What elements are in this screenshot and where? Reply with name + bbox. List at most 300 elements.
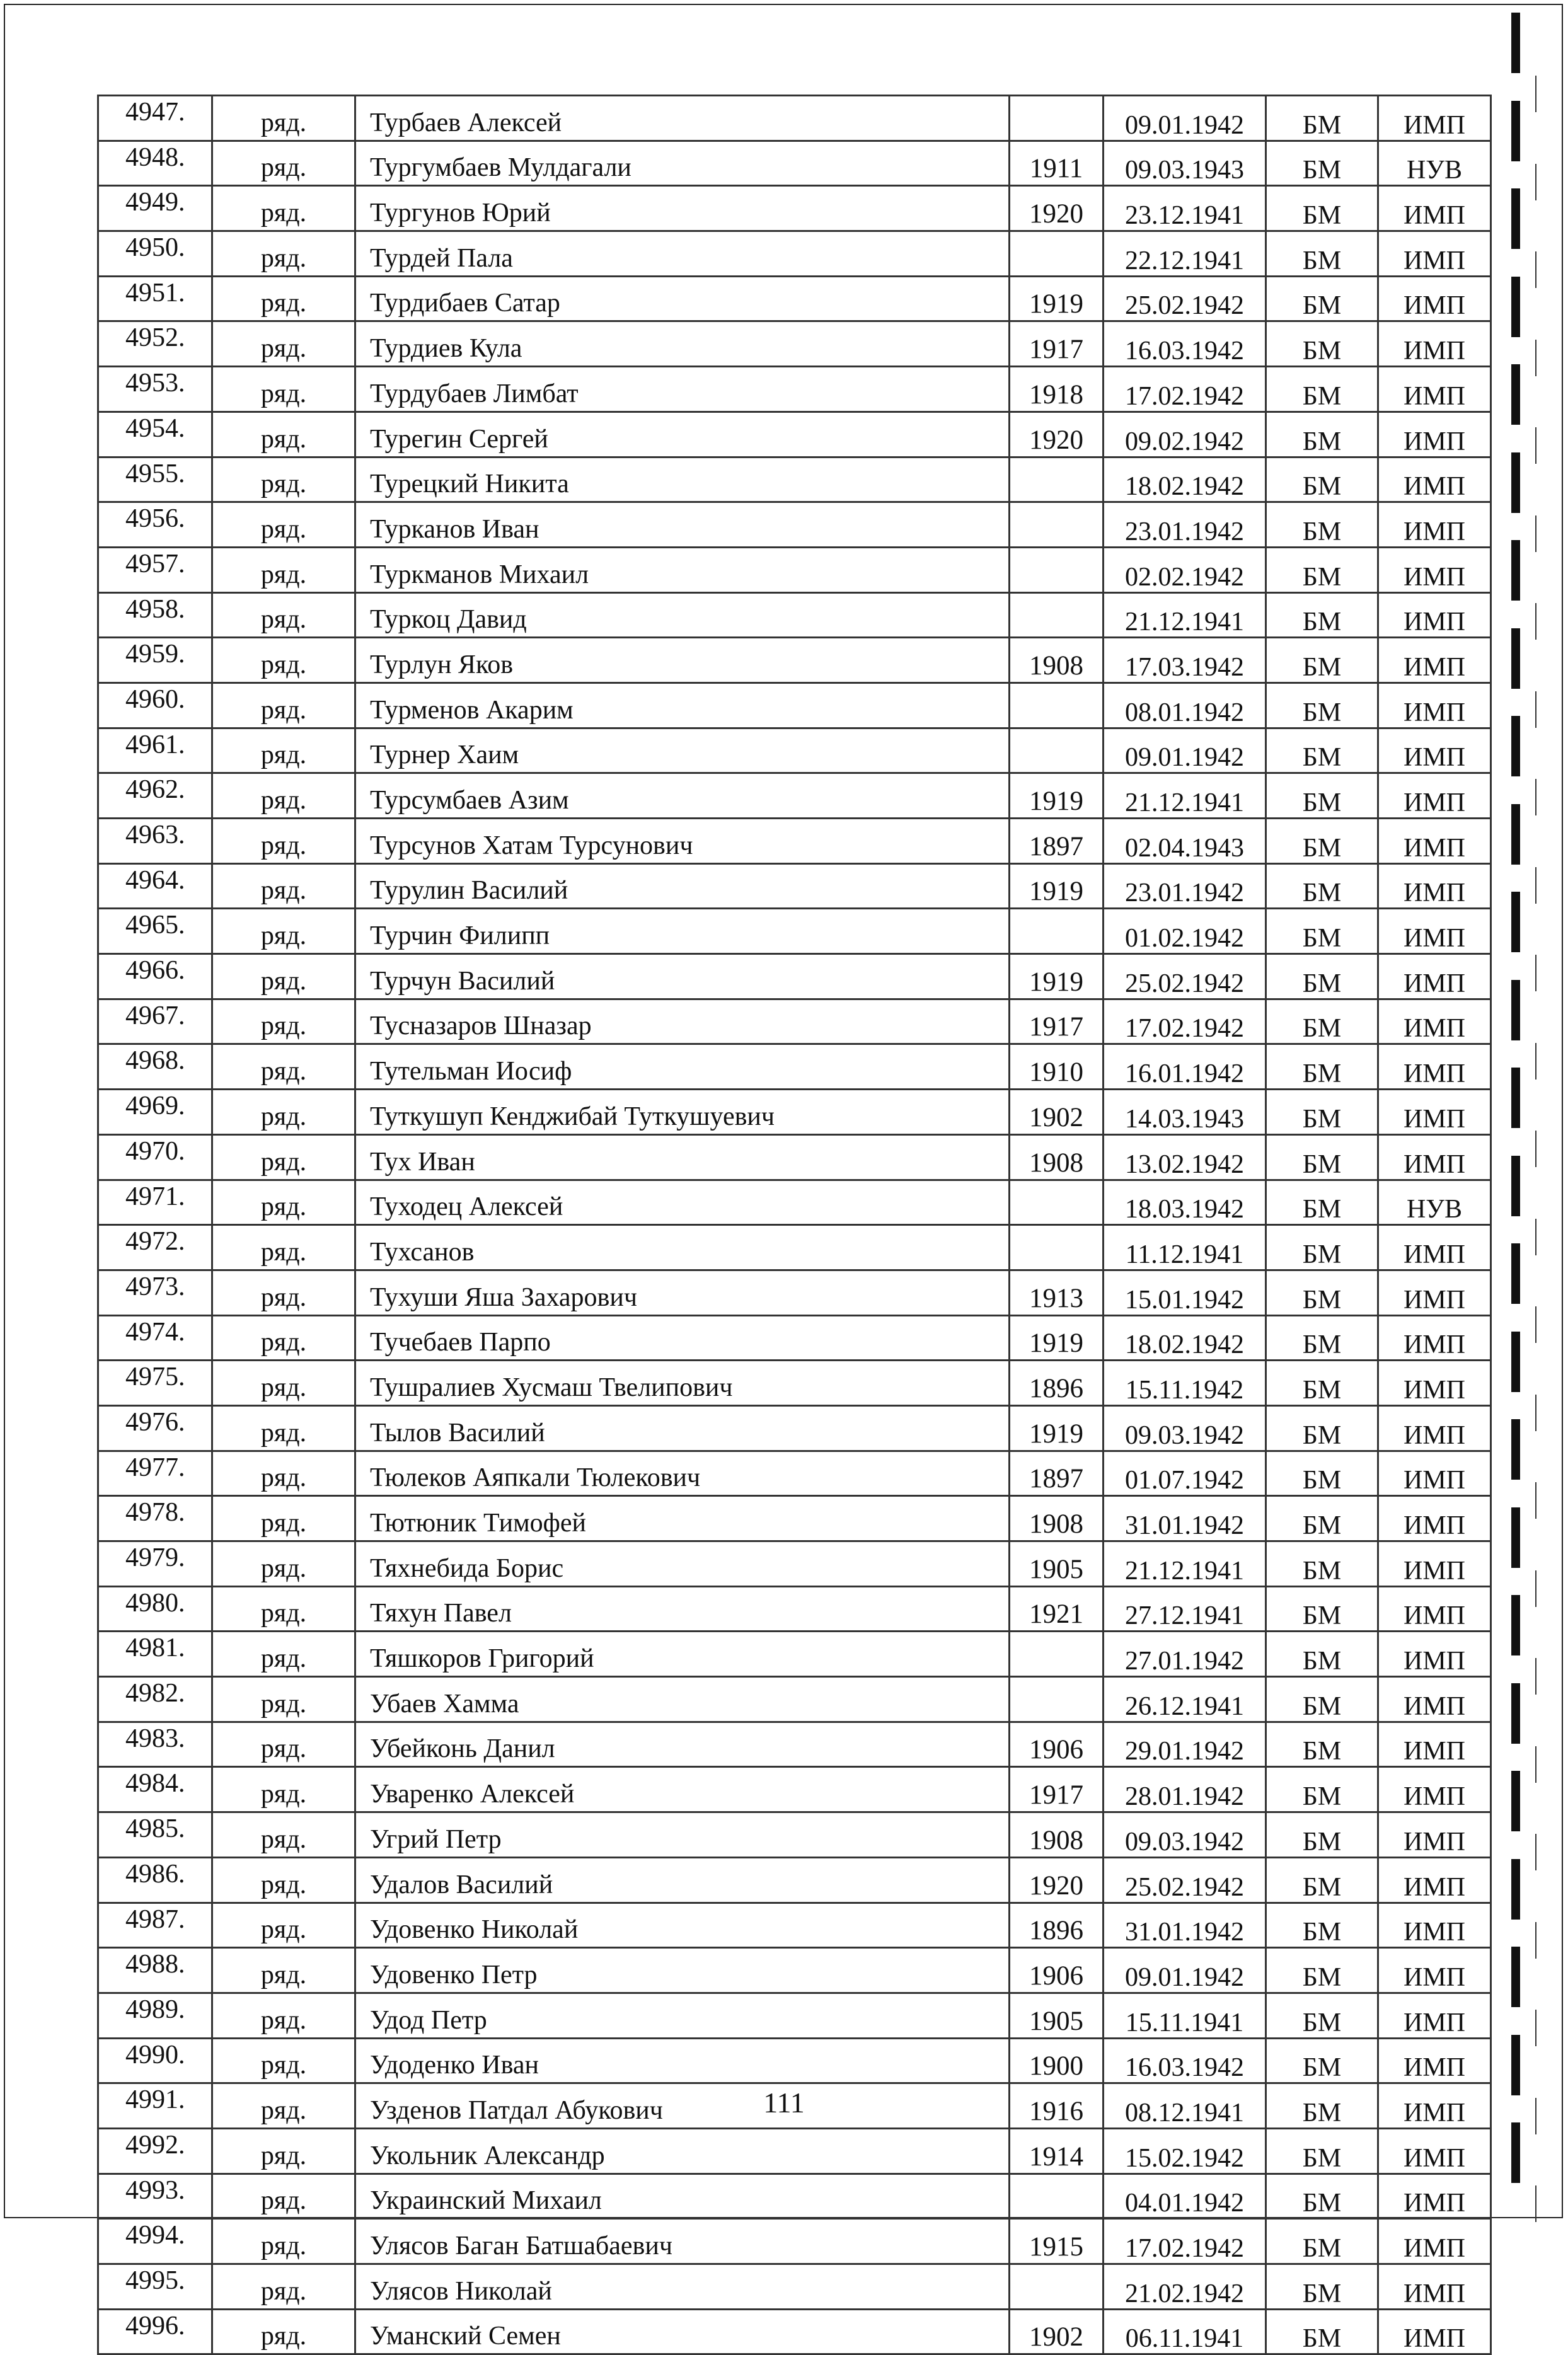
code-cell: БМ: [1266, 1225, 1378, 1270]
rank-cell: ряд.: [212, 1496, 355, 1541]
table-row: [98, 1315, 1491, 1361]
binding-tick: [1535, 1395, 1536, 1431]
name-cell: Тяхнебида Борис: [355, 1541, 1010, 1587]
fate-cell: ИМП: [1378, 2219, 1491, 2264]
date-cell: 01.07.1942: [1104, 1451, 1266, 1496]
rank-cell: ряд.: [212, 1767, 355, 1812]
name-cell: Укольник Александр: [355, 2128, 1010, 2174]
rank-cell: ряд.: [212, 547, 355, 592]
birth-year-cell: 1905: [1010, 1993, 1104, 2038]
fate-cell: ИМП: [1378, 1044, 1491, 1090]
birth-year-cell: [1010, 1180, 1104, 1225]
fate-cell: ИМП: [1378, 96, 1491, 141]
table-row: [98, 2174, 1491, 2219]
table-row: [98, 141, 1491, 186]
rank-cell: ряд.: [212, 276, 355, 321]
name-cell: Удовенко Петр: [355, 1948, 1010, 1993]
binding-tick: [1535, 1834, 1536, 1870]
row-number: 4951.: [98, 276, 212, 321]
code-cell: БМ: [1266, 909, 1378, 954]
row-number: 4989.: [98, 1993, 212, 2038]
table-row: [98, 1451, 1491, 1496]
code-cell: БМ: [1266, 819, 1378, 864]
table-body: [98, 96, 1491, 2354]
fate-cell: ИМП: [1378, 2083, 1491, 2129]
binding-hole: [1511, 1507, 1520, 1568]
row-number: 4993.: [98, 2174, 212, 2219]
code-cell: БМ: [1266, 1993, 1378, 2038]
binding-hole: [1511, 1332, 1520, 1392]
rank-cell: ряд.: [212, 1993, 355, 2038]
birth-year-cell: [1010, 909, 1104, 954]
table-row: [98, 186, 1491, 231]
binding-hole: [1511, 452, 1520, 513]
birth-year-cell: 1896: [1010, 1361, 1104, 1406]
date-cell: 09.01.1942: [1104, 96, 1266, 141]
casualty-list-table: [97, 95, 1492, 2355]
fate-cell: ИМП: [1378, 2309, 1491, 2354]
rank-cell: ряд.: [212, 186, 355, 231]
birth-year-cell: [1010, 502, 1104, 548]
name-cell: Уваренко Алексей: [355, 1767, 1010, 1812]
table-row: [98, 321, 1491, 367]
date-cell: 23.12.1941: [1104, 186, 1266, 231]
date-cell: 09.03.1942: [1104, 1405, 1266, 1451]
fate-cell: ИМП: [1378, 773, 1491, 819]
row-number: 4962.: [98, 773, 212, 819]
binding-hole: [1511, 1859, 1520, 1920]
binding-tick: [1535, 603, 1536, 640]
rank-cell: ряд.: [212, 909, 355, 954]
rank-cell: ряд.: [212, 592, 355, 638]
binding-tick: [1535, 1746, 1536, 1783]
row-number: 4965.: [98, 909, 212, 954]
birth-year-cell: 1914: [1010, 2128, 1104, 2174]
date-cell: 18.03.1942: [1104, 1180, 1266, 1225]
code-cell: БМ: [1266, 2264, 1378, 2310]
date-cell: 31.01.1942: [1104, 1496, 1266, 1541]
fate-cell: ИМП: [1378, 1948, 1491, 1993]
fate-cell: НУВ: [1378, 141, 1491, 186]
table-row: [98, 1948, 1491, 1993]
birth-year-cell: 1919: [1010, 1315, 1104, 1361]
date-cell: 26.12.1941: [1104, 1677, 1266, 1722]
birth-year-cell: 1908: [1010, 638, 1104, 683]
binding-hole: [1511, 540, 1520, 601]
birth-year-cell: [1010, 1632, 1104, 1677]
date-cell: 16.03.1942: [1104, 2038, 1266, 2083]
birth-year-cell: [1010, 1225, 1104, 1270]
birth-year-cell: [1010, 1677, 1104, 1722]
birth-year-cell: 1897: [1010, 1451, 1104, 1496]
fate-cell: ИМП: [1378, 728, 1491, 773]
name-cell: Удоденко Иван: [355, 2038, 1010, 2083]
code-cell: БМ: [1266, 2038, 1378, 2083]
birth-year-cell: 1920: [1010, 186, 1104, 231]
date-cell: 15.11.1942: [1104, 1361, 1266, 1406]
rank-cell: ряд.: [212, 1451, 355, 1496]
rank-cell: ряд.: [212, 682, 355, 728]
table-row: [98, 909, 1491, 954]
binding-tick: [1535, 2010, 1536, 2046]
table-row: [98, 1405, 1491, 1451]
rank-cell: ряд.: [212, 1315, 355, 1361]
binding-hole: [1511, 716, 1520, 776]
row-number: 4957.: [98, 547, 212, 592]
rank-cell: ряд.: [212, 1857, 355, 1903]
fate-cell: ИМП: [1378, 367, 1491, 412]
fate-cell: ИМП: [1378, 1677, 1491, 1722]
row-number: 4995.: [98, 2264, 212, 2310]
row-number: 4970.: [98, 1134, 212, 1180]
fate-cell: ИМП: [1378, 2038, 1491, 2083]
name-cell: Турецкий Никита: [355, 457, 1010, 502]
name-cell: Тяхун Павел: [355, 1586, 1010, 1632]
date-cell: 08.12.1941: [1104, 2083, 1266, 2129]
birth-year-cell: [1010, 728, 1104, 773]
name-cell: Турчун Василий: [355, 954, 1010, 999]
code-cell: БМ: [1266, 1405, 1378, 1451]
binding-tick: [1535, 1219, 1536, 1255]
binding-tick: [1535, 1131, 1536, 1167]
table-row: [98, 1270, 1491, 1315]
row-number: 4981.: [98, 1632, 212, 1677]
rank-cell: ряд.: [212, 502, 355, 548]
binding-tick: [1535, 1922, 1536, 1959]
name-cell: Турчин Филипп: [355, 909, 1010, 954]
fate-cell: ИМП: [1378, 1361, 1491, 1406]
table-row: [98, 999, 1491, 1044]
date-cell: 01.02.1942: [1104, 909, 1266, 954]
binding-tick: [1535, 955, 1536, 991]
rank-cell: ряд.: [212, 2219, 355, 2264]
birth-year-cell: 1916: [1010, 2083, 1104, 2129]
table-row: [98, 863, 1491, 909]
fate-cell: ИМП: [1378, 1134, 1491, 1180]
name-cell: Удовенко Николай: [355, 1903, 1010, 1948]
date-cell: 02.04.1943: [1104, 819, 1266, 864]
birth-year-cell: 1915: [1010, 2219, 1104, 2264]
table-row: [98, 231, 1491, 277]
code-cell: БМ: [1266, 1903, 1378, 1948]
row-number: 4967.: [98, 999, 212, 1044]
binding-hole: [1511, 980, 1520, 1040]
name-cell: Турлун Яков: [355, 638, 1010, 683]
table-row: [98, 682, 1491, 728]
table-row: [98, 457, 1491, 502]
date-cell: 23.01.1942: [1104, 502, 1266, 548]
table-row: [98, 96, 1491, 141]
table-row: [98, 1090, 1491, 1135]
date-cell: 17.02.1942: [1104, 999, 1266, 1044]
date-cell: 17.02.1942: [1104, 367, 1266, 412]
fate-cell: ИМП: [1378, 592, 1491, 638]
fate-cell: ИМП: [1378, 1405, 1491, 1451]
binding-tick: [1535, 1658, 1536, 1695]
code-cell: БМ: [1266, 1361, 1378, 1406]
rank-cell: ряд.: [212, 1225, 355, 1270]
date-cell: 27.12.1941: [1104, 1586, 1266, 1632]
fate-cell: ИМП: [1378, 1857, 1491, 1903]
code-cell: БМ: [1266, 2083, 1378, 2129]
date-cell: 15.01.1942: [1104, 1270, 1266, 1315]
name-cell: Тютюник Тимофей: [355, 1496, 1010, 1541]
row-number: 4988.: [98, 1948, 212, 1993]
birth-year-cell: 1896: [1010, 1903, 1104, 1948]
code-cell: БМ: [1266, 1812, 1378, 1858]
birth-year-cell: 1911: [1010, 141, 1104, 186]
code-cell: БМ: [1266, 457, 1378, 502]
code-cell: БМ: [1266, 1044, 1378, 1090]
table-row: [98, 592, 1491, 638]
table-row: [98, 1134, 1491, 1180]
table-row: [98, 2038, 1491, 2083]
code-cell: БМ: [1266, 321, 1378, 367]
birth-year-cell: [1010, 457, 1104, 502]
rank-cell: ряд.: [212, 2309, 355, 2354]
code-cell: БМ: [1266, 592, 1378, 638]
rank-cell: ряд.: [212, 638, 355, 683]
name-cell: Тяшкоров Григорий: [355, 1632, 1010, 1677]
code-cell: БМ: [1266, 96, 1378, 141]
table-row: [98, 1180, 1491, 1225]
birth-year-cell: 1906: [1010, 1948, 1104, 1993]
date-cell: 14.03.1943: [1104, 1090, 1266, 1135]
rank-cell: ряд.: [212, 2038, 355, 2083]
fate-cell: ИМП: [1378, 1632, 1491, 1677]
code-cell: БМ: [1266, 1090, 1378, 1135]
name-cell: Тутельман Иосиф: [355, 1044, 1010, 1090]
row-number: 4952.: [98, 321, 212, 367]
row-number: 4975.: [98, 1361, 212, 1406]
code-cell: БМ: [1266, 1677, 1378, 1722]
row-number: 4979.: [98, 1541, 212, 1587]
rank-cell: ряд.: [212, 457, 355, 502]
rank-cell: ряд.: [212, 1812, 355, 1858]
date-cell: 02.02.1942: [1104, 547, 1266, 592]
table-row: [98, 1767, 1491, 1812]
date-cell: 31.01.1942: [1104, 1903, 1266, 1948]
binding-tick: [1535, 340, 1536, 376]
code-cell: БМ: [1266, 638, 1378, 683]
rank-cell: ряд.: [212, 1361, 355, 1406]
date-cell: 08.01.1942: [1104, 682, 1266, 728]
fate-cell: ИМП: [1378, 1270, 1491, 1315]
fate-cell: ИМП: [1378, 457, 1491, 502]
date-cell: 09.03.1943: [1104, 141, 1266, 186]
rank-cell: ряд.: [212, 1948, 355, 1993]
rank-cell: ряд.: [212, 728, 355, 773]
rank-cell: ряд.: [212, 1903, 355, 1948]
row-number: 4972.: [98, 1225, 212, 1270]
birth-year-cell: [1010, 231, 1104, 277]
row-number: 4974.: [98, 1315, 212, 1361]
rank-cell: ряд.: [212, 1722, 355, 1767]
name-cell: Турсумбаев Азим: [355, 773, 1010, 819]
date-cell: 09.01.1942: [1104, 728, 1266, 773]
rank-cell: ряд.: [212, 1541, 355, 1587]
date-cell: 21.02.1942: [1104, 2264, 1266, 2310]
fate-cell: ИМП: [1378, 276, 1491, 321]
date-cell: 11.12.1941: [1104, 1225, 1266, 1270]
binding-tick: [1535, 1043, 1536, 1080]
table-row: [98, 1586, 1491, 1632]
row-number: 4969.: [98, 1090, 212, 1135]
table-row: [98, 728, 1491, 773]
fate-cell: ИМП: [1378, 1090, 1491, 1135]
rank-cell: ряд.: [212, 1134, 355, 1180]
row-number: 4955.: [98, 457, 212, 502]
birth-year-cell: 1917: [1010, 999, 1104, 1044]
binding-hole: [1511, 101, 1520, 161]
name-cell: Удод Петр: [355, 1993, 1010, 2038]
fate-cell: ИМП: [1378, 412, 1491, 457]
code-cell: БМ: [1266, 502, 1378, 548]
rank-cell: ряд.: [212, 141, 355, 186]
binding-hole: [1511, 1419, 1520, 1480]
rank-cell: ряд.: [212, 773, 355, 819]
birth-year-cell: [1010, 592, 1104, 638]
code-cell: БМ: [1266, 954, 1378, 999]
binding-hole: [1511, 2122, 1520, 2183]
date-cell: 21.12.1941: [1104, 1541, 1266, 1587]
fate-cell: ИМП: [1378, 954, 1491, 999]
rank-cell: ряд.: [212, 1090, 355, 1135]
code-cell: БМ: [1266, 367, 1378, 412]
birth-year-cell: 1920: [1010, 1857, 1104, 1903]
fate-cell: ИМП: [1378, 1903, 1491, 1948]
date-cell: 29.01.1942: [1104, 1722, 1266, 1767]
code-cell: БМ: [1266, 412, 1378, 457]
rank-cell: ряд.: [212, 954, 355, 999]
code-cell: БМ: [1266, 2174, 1378, 2219]
table-row: [98, 1361, 1491, 1406]
table-row: [98, 547, 1491, 592]
table-row: [98, 1044, 1491, 1090]
row-number: 4961.: [98, 728, 212, 773]
rank-cell: ряд.: [212, 1586, 355, 1632]
binding-tick: [1535, 867, 1536, 904]
name-cell: Убаев Хамма: [355, 1677, 1010, 1722]
name-cell: Туткушуп Кенджибай Туткушуевич: [355, 1090, 1010, 1135]
table-row: [98, 2264, 1491, 2310]
birth-year-cell: 1902: [1010, 1090, 1104, 1135]
birth-year-cell: 1906: [1010, 1722, 1104, 1767]
code-cell: БМ: [1266, 547, 1378, 592]
birth-year-cell: 1919: [1010, 863, 1104, 909]
code-cell: БМ: [1266, 231, 1378, 277]
rank-cell: ряд.: [212, 863, 355, 909]
name-cell: Туходец Алексей: [355, 1180, 1010, 1225]
name-cell: Тургумбаев Мулдагали: [355, 141, 1010, 186]
fate-cell: ИМП: [1378, 2174, 1491, 2219]
row-number: 4996.: [98, 2309, 212, 2354]
table-row: [98, 502, 1491, 548]
row-number: 4973.: [98, 1270, 212, 1315]
table-row: [98, 1496, 1491, 1541]
fate-cell: ИМП: [1378, 682, 1491, 728]
row-number: 4950.: [98, 231, 212, 277]
name-cell: Тушралиев Хусмаш Твелипович: [355, 1361, 1010, 1406]
row-number: 4953.: [98, 367, 212, 412]
name-cell: Удалов Василий: [355, 1857, 1010, 1903]
date-cell: 15.11.1941: [1104, 1993, 1266, 2038]
binding-hole: [1511, 277, 1520, 337]
binding-hole: [1511, 892, 1520, 952]
fate-cell: ИМП: [1378, 999, 1491, 1044]
rank-cell: ряд.: [212, 1044, 355, 1090]
date-cell: 23.01.1942: [1104, 863, 1266, 909]
rank-cell: ряд.: [212, 999, 355, 1044]
row-number: 4984.: [98, 1767, 212, 1812]
row-number: 4960.: [98, 682, 212, 728]
row-number: 4994.: [98, 2219, 212, 2264]
row-number: 4982.: [98, 1677, 212, 1722]
fate-cell: ИМП: [1378, 1315, 1491, 1361]
fate-cell: ИМП: [1378, 1993, 1491, 2038]
date-cell: 25.02.1942: [1104, 954, 1266, 999]
code-cell: БМ: [1266, 2128, 1378, 2174]
birth-year-cell: [1010, 547, 1104, 592]
fate-cell: ИМП: [1378, 1722, 1491, 1767]
birth-year-cell: [1010, 682, 1104, 728]
date-cell: 28.01.1942: [1104, 1767, 1266, 1812]
binding-hole: [1511, 1595, 1520, 1655]
binding-tick: [1535, 1306, 1536, 1343]
row-number: 4958.: [98, 592, 212, 638]
table-row: [98, 1857, 1491, 1903]
birth-year-cell: 1919: [1010, 954, 1104, 999]
binding-hole: [1511, 628, 1520, 689]
date-cell: 09.02.1942: [1104, 412, 1266, 457]
row-number: 4959.: [98, 638, 212, 683]
name-cell: Турканов Иван: [355, 502, 1010, 548]
rank-cell: ряд.: [212, 231, 355, 277]
birth-year-cell: 1908: [1010, 1812, 1104, 1858]
binding-hole: [1511, 1243, 1520, 1304]
fate-cell: ИМП: [1378, 321, 1491, 367]
name-cell: Турбаев Алексей: [355, 96, 1010, 141]
name-cell: Улясов Баган Батшабаевич: [355, 2219, 1010, 2264]
date-cell: 21.12.1941: [1104, 773, 1266, 819]
birth-year-cell: 1918: [1010, 367, 1104, 412]
date-cell: 18.02.1942: [1104, 457, 1266, 502]
birth-year-cell: 1920: [1010, 412, 1104, 457]
row-number: 4978.: [98, 1496, 212, 1541]
date-cell: 09.03.1942: [1104, 1812, 1266, 1858]
rank-cell: ряд.: [212, 412, 355, 457]
row-number: 4968.: [98, 1044, 212, 1090]
fate-cell: ИМП: [1378, 1451, 1491, 1496]
name-cell: Турнер Хаим: [355, 728, 1010, 773]
table-row: [98, 2309, 1491, 2354]
binding-tick: [1535, 427, 1536, 464]
row-number: 4966.: [98, 954, 212, 999]
binding-hole: [1511, 364, 1520, 425]
code-cell: БМ: [1266, 728, 1378, 773]
rank-cell: ряд.: [212, 1632, 355, 1677]
table-row: [98, 1722, 1491, 1767]
date-cell: 17.03.1942: [1104, 638, 1266, 683]
code-cell: БМ: [1266, 1541, 1378, 1587]
page-number: 111: [763, 2087, 805, 2119]
table-row: [98, 276, 1491, 321]
name-cell: Турсунов Хатам Турсунович: [355, 819, 1010, 864]
code-cell: БМ: [1266, 186, 1378, 231]
code-cell: БМ: [1266, 1948, 1378, 1993]
code-cell: БМ: [1266, 1586, 1378, 1632]
binding-hole: [1511, 804, 1520, 865]
